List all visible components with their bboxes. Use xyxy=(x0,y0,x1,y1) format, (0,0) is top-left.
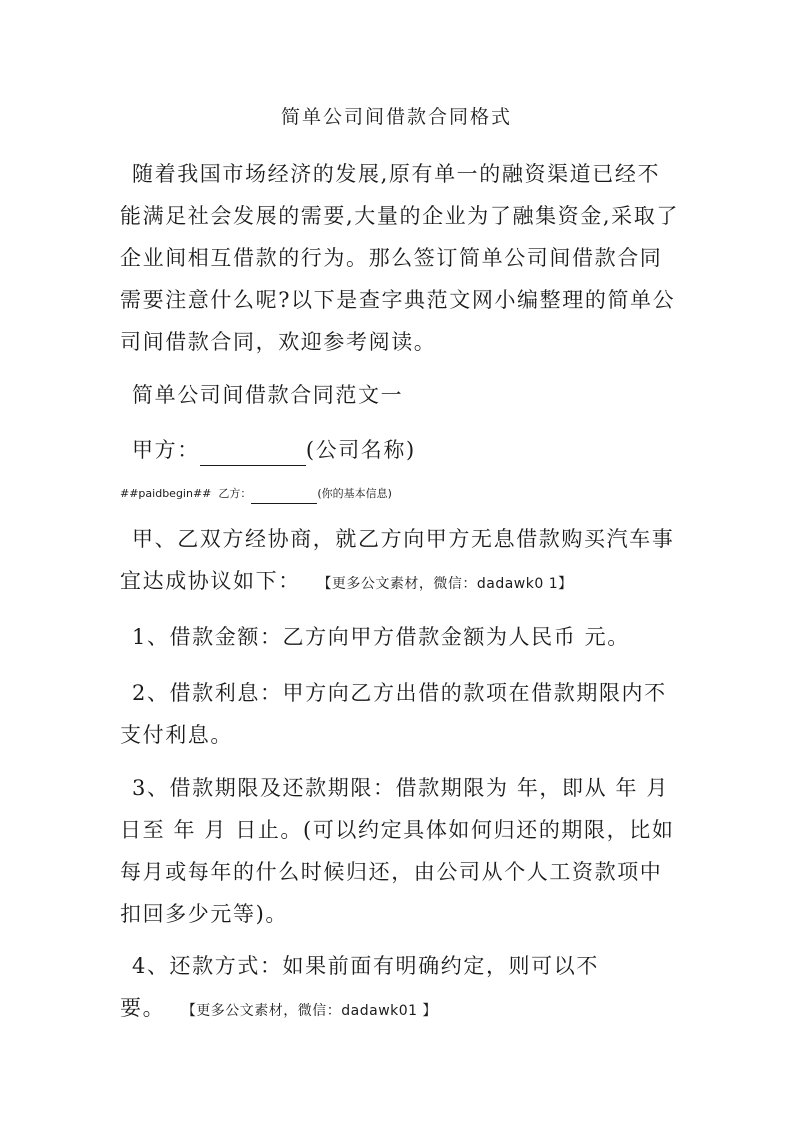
party-a-line xyxy=(132,435,416,466)
party-a-label: 甲方： xyxy=(132,438,200,462)
party-b-note: (你的基本信息) xyxy=(317,487,392,500)
party-b-blank xyxy=(251,485,317,504)
clause-3: 3、借款期限及还款期限：借款期限为 年，即从 年 月 日至 年 月 日止。(可以约定具体如何归还的期限，比如每月或每年的什么时候归还，由公司从个人工资款项中扣回多少元等)。 xyxy=(120,776,675,926)
agreement-paragraph xyxy=(120,518,680,605)
paid-marker: ##paidbegin## xyxy=(120,487,212,500)
intro-paragraph: 随着我国市场经济的发展,原有单一的融资渠道已经不能满足社会发展的需要,大量的企业为了融集资金,采取了企业间相互借款的行为。那么签订简单公司间借款合同需要注意什么呢?以下是查字典范文网小编整理的简单公司间借款合同，欢迎参考阅读。 xyxy=(120,162,679,354)
promo-text-2: 【更多公文素材，微信：dadawk01 】 xyxy=(181,1003,438,1019)
clause-1: 1、借款金额：乙方向甲方借款金额为人民币 元。 xyxy=(132,625,630,649)
promo-text-1: 【更多公文素材，微信：dadawk0 1】 xyxy=(317,576,573,592)
clause-4: 4、还款方式：如果前面有明确约定，则可以不要。 xyxy=(120,954,599,1020)
party-b-label: 乙方： xyxy=(218,487,252,500)
party-a-note: (公司名称) xyxy=(305,438,416,462)
party-b-line xyxy=(120,485,392,504)
section-heading: 简单公司间借款合同范文一 xyxy=(132,383,404,407)
agreement-text: 甲、乙双方经协商，就乙方向甲方无息借款购买汽车事宜达成协议如下： xyxy=(120,527,675,593)
clause-2: 2、借款利息：甲方向乙方出借的款项在借款期限内不支付利息。 xyxy=(120,681,667,747)
document-title: 简单公司间借款合同格式 xyxy=(280,106,512,128)
party-a-blank xyxy=(200,435,306,466)
clause-4-paragraph xyxy=(120,945,680,1032)
